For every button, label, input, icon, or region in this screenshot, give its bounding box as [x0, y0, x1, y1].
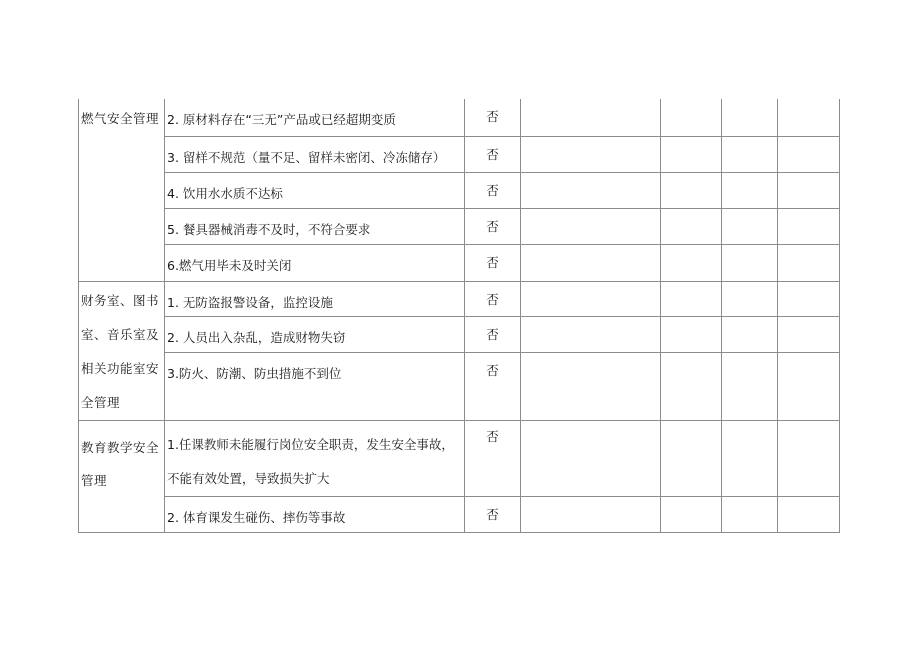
check-item: 3. 留样不规范（量不足、留样未密闭、冷冻储存）	[165, 136, 465, 172]
empty-cell	[778, 420, 840, 496]
table-row	[79, 244, 840, 281]
category-cell: 燃气安全管理	[79, 99, 165, 281]
empty-cell	[661, 99, 722, 136]
check-item: 2. 体育课发生碰伤、摔伤等事故	[165, 496, 465, 532]
check-result: 否	[465, 244, 521, 281]
empty-cell	[722, 420, 778, 496]
check-item: 4. 饮用水水质不达标	[165, 172, 465, 208]
empty-cell	[521, 208, 661, 244]
empty-cell	[722, 353, 778, 421]
empty-cell	[722, 244, 778, 281]
table-row	[79, 172, 840, 208]
empty-cell	[661, 281, 722, 316]
empty-cell	[778, 136, 840, 172]
check-result: 否	[465, 99, 521, 136]
table-row	[79, 281, 840, 316]
safety-check-table	[78, 99, 840, 533]
check-item: 6.燃气用毕未及时关闭	[165, 244, 465, 281]
empty-cell	[778, 172, 840, 208]
empty-cell	[661, 420, 722, 496]
empty-cell	[778, 244, 840, 281]
table-row	[79, 420, 840, 496]
table-row	[79, 208, 840, 244]
table-row	[79, 136, 840, 172]
empty-cell	[521, 99, 661, 136]
empty-cell	[521, 316, 661, 352]
category-cell: 财务室、图书室、音乐室及相关功能室安全管理	[79, 281, 165, 420]
empty-cell	[722, 281, 778, 316]
empty-cell	[778, 281, 840, 316]
check-item: 3.防火、防潮、防虫措施不到位	[165, 353, 465, 421]
check-item: 5. 餐具器械消毒不及时，不符合要求	[165, 208, 465, 244]
table-row	[79, 99, 840, 136]
empty-cell	[778, 316, 840, 352]
empty-cell	[661, 244, 722, 281]
empty-cell	[521, 136, 661, 172]
empty-cell	[778, 99, 840, 136]
empty-cell	[722, 136, 778, 172]
empty-cell	[521, 281, 661, 316]
check-item: 2. 人员出入杂乱，造成财物失窃	[165, 316, 465, 352]
empty-cell	[722, 496, 778, 532]
check-item: 1.任课教师未能履行岗位安全职责，发生安全事故，不能有效处置，导致损失扩大	[165, 420, 465, 496]
empty-cell	[722, 208, 778, 244]
empty-cell	[661, 136, 722, 172]
empty-cell	[661, 316, 722, 352]
empty-cell	[778, 353, 840, 421]
check-result: 否	[465, 316, 521, 352]
empty-cell	[521, 496, 661, 532]
check-item: 2. 原材料存在“三无”产品或已经超期变质	[165, 99, 465, 136]
empty-cell	[722, 316, 778, 352]
empty-cell	[661, 208, 722, 244]
empty-cell	[778, 496, 840, 532]
table-row	[79, 353, 840, 421]
empty-cell	[661, 172, 722, 208]
table-row	[79, 496, 840, 532]
empty-cell	[521, 420, 661, 496]
empty-cell	[661, 496, 722, 532]
table-row	[79, 316, 840, 352]
check-result: 否	[465, 281, 521, 316]
check-result: 否	[465, 420, 521, 496]
check-result: 否	[465, 353, 521, 421]
empty-cell	[521, 353, 661, 421]
category-cell: 教育教学安全管理	[79, 420, 165, 532]
empty-cell	[521, 172, 661, 208]
empty-cell	[722, 172, 778, 208]
check-result: 否	[465, 172, 521, 208]
check-result: 否	[465, 136, 521, 172]
check-item: 1. 无防盗报警设备，监控设施	[165, 281, 465, 316]
empty-cell	[661, 353, 722, 421]
empty-cell	[778, 208, 840, 244]
empty-cell	[722, 99, 778, 136]
check-result: 否	[465, 208, 521, 244]
check-result: 否	[465, 496, 521, 532]
empty-cell	[521, 244, 661, 281]
